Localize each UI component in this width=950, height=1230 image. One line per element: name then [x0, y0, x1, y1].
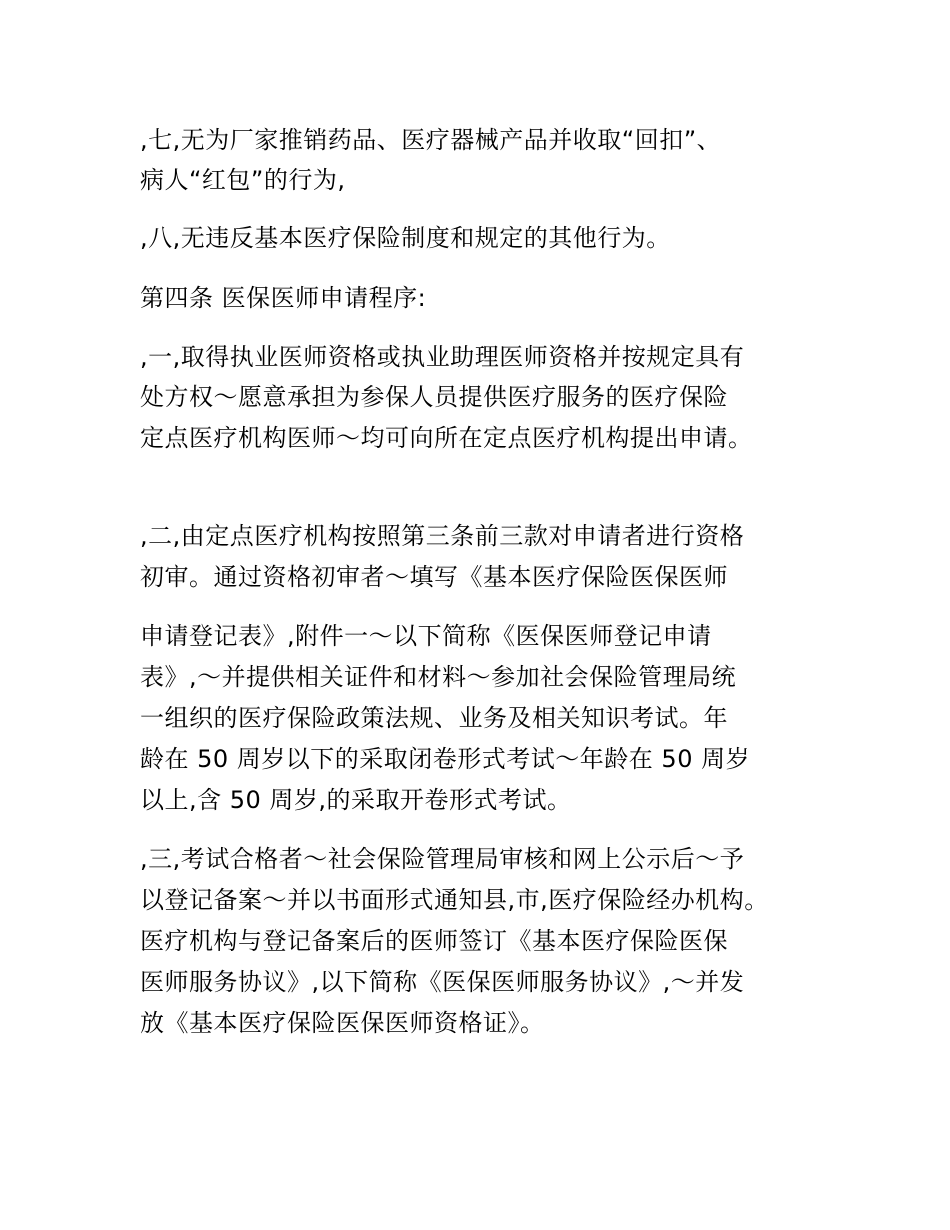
text-line: 初审。通过资格初审者～填写《基本医疗保险医保医师 [140, 563, 728, 591]
text-line: ,三,考试合格者～社会保险管理局审核和网上公示后～予 [140, 845, 745, 873]
text-line: 表》,～并提供相关证件和材料～参加社会保险管理局统 [140, 663, 737, 691]
text-line: 龄在 50 周岁以下的采取闭卷形式考试～年龄在 50 周岁 [140, 745, 751, 773]
text-line: 以上,含 50 周岁,的采取开卷形式考试。 [140, 786, 572, 814]
text-line: 一组织的医疗保险政策法规、业务及相关知识考试。年 [140, 704, 728, 732]
text-line: ,一,取得执业医师资格或执业助理医师资格并按规定具有 [140, 343, 745, 371]
text-line: 病人“红包”的行为, [140, 166, 346, 194]
text-line: 处方权～愿意承担为参保人员提供医疗服务的医疗保险 [140, 383, 728, 411]
text-line: 定点医疗机构医师～均可向所在定点医疗机构提出申请。 [140, 424, 753, 452]
text-line: 医师服务协议》,以下简称《医保医师服务协议》,～并发 [140, 968, 745, 996]
text-line: ,二,由定点医疗机构按照第三条前三款对申请者进行资格 [140, 522, 745, 550]
section-heading: 第四条 医保医师申请程序: [140, 284, 427, 312]
text-line: 放《基本医疗保险医保医师资格证》。 [140, 1009, 545, 1037]
text-line: ,八,无违反基本医疗保险制度和规定的其他行为。 [140, 224, 671, 252]
text-line: ,七,无为厂家推销药品、医疗器械产品并收取“回扣”、 [140, 126, 722, 154]
text-line: 医疗机构与登记备案后的医师签订《基本医疗保险医保 [140, 927, 728, 955]
text-line: 以登记备案～并以书面形式通知县,市,医疗保险经办机构。 [140, 886, 769, 914]
text-line: 申请登记表》,附件一～以下简称《医保医师登记申请 [140, 622, 712, 650]
